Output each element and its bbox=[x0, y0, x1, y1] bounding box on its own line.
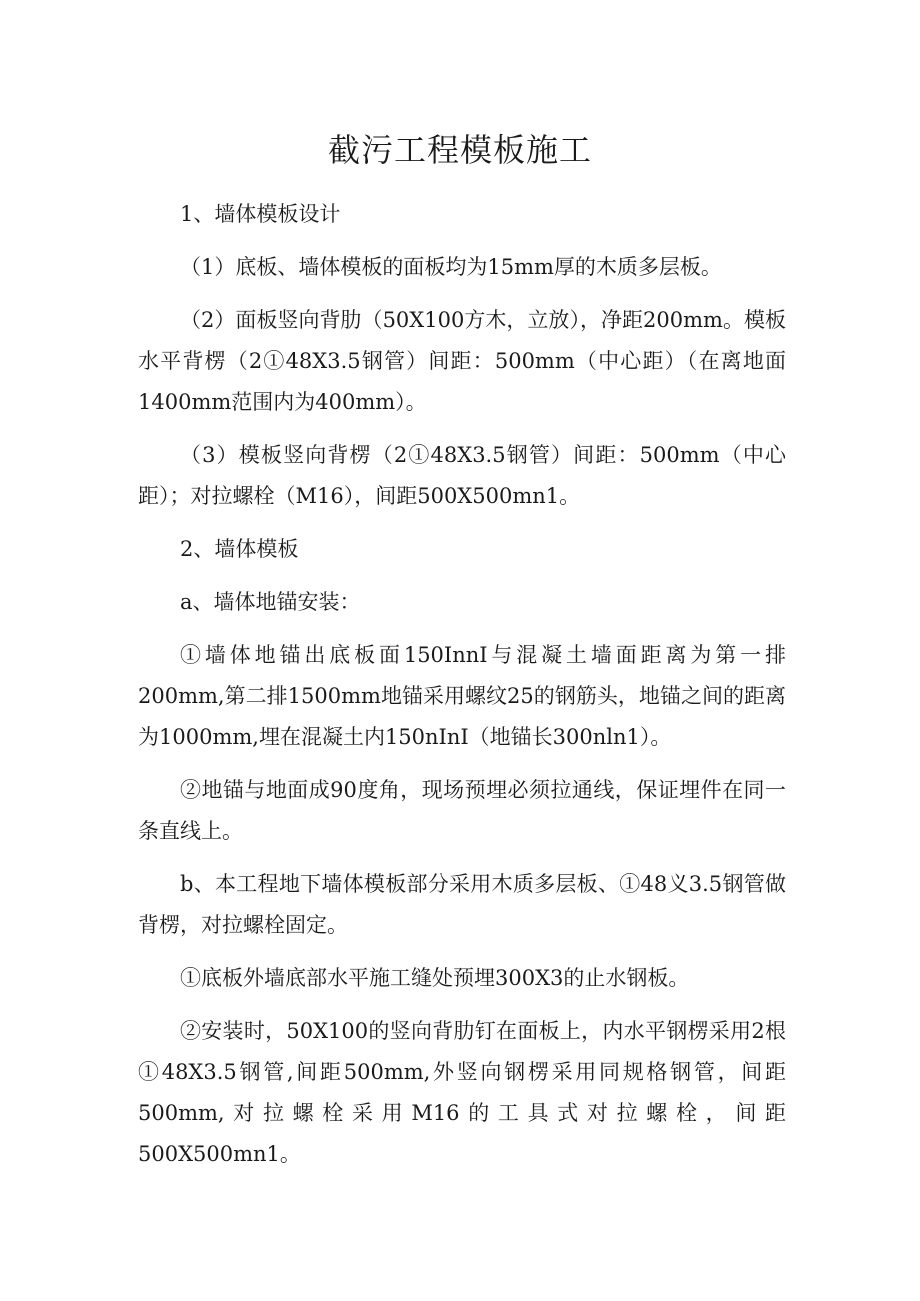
paragraph-item-2: （2）面板竖向背肋（50X100方木，立放），净距200mm。模板水平背楞（2①48X3.5钢管）间距：500mm（中心距）（在离地面1400mm范围内为400mm）。 bbox=[138, 308, 786, 414]
paragraph-section-1-heading: 1、墙体模板设计 bbox=[180, 202, 341, 226]
document-title: 截污工程模板施工 bbox=[327, 131, 592, 169]
paragraph-b-item-1: ①底板外墙底部水平施工缝处预埋300X3的止水钢板。 bbox=[180, 966, 690, 990]
paragraph-item-1: （1）底板、墙体模板的面板均为15mm厚的木质多层板。 bbox=[180, 255, 722, 279]
paragraph-section-2-heading: 2、墙体模板 bbox=[180, 537, 299, 561]
paragraph-subsection-a-heading: a、墙体地锚安装： bbox=[180, 590, 361, 614]
paragraph-item-3: （3）模板竖向背楞（2①48X3.5钢管）间距：500mm（中心距）；对拉螺栓（M16），间距500X500mn1。 bbox=[138, 443, 786, 508]
paragraph-subsection-b: b、本工程地下墙体模板部分采用木质多层板、①48义3.5钢管做背楞，对拉螺栓固定。 bbox=[138, 872, 786, 937]
paragraph-a-item-1: ①墙体地锚出底板面150InnI与混凝土墙面距离为第一排200mm,第二排1500mm地锚采用螺纹25的钢筋头，地锚之间的距离为1000mm,埋在混凝土内150nInI（地锚长300nln1）。 bbox=[138, 643, 786, 749]
document-body bbox=[138, 194, 786, 1187]
paragraph-a-item-2: ②地锚与地面成90度角，现场预埋必须拉通线，保证埋件在同一条直线上。 bbox=[138, 778, 786, 843]
paragraph-b-item-2: ②安装时，50X100的竖向背肋钉在面板上，内水平钢楞采用2根①48X3.5钢管,间距500mm,外竖向钢楞采用同规格钢管，间距500mm,对拉螺栓采用M16的工具式对拉螺栓，间距500X500mn1。 bbox=[138, 1019, 786, 1166]
